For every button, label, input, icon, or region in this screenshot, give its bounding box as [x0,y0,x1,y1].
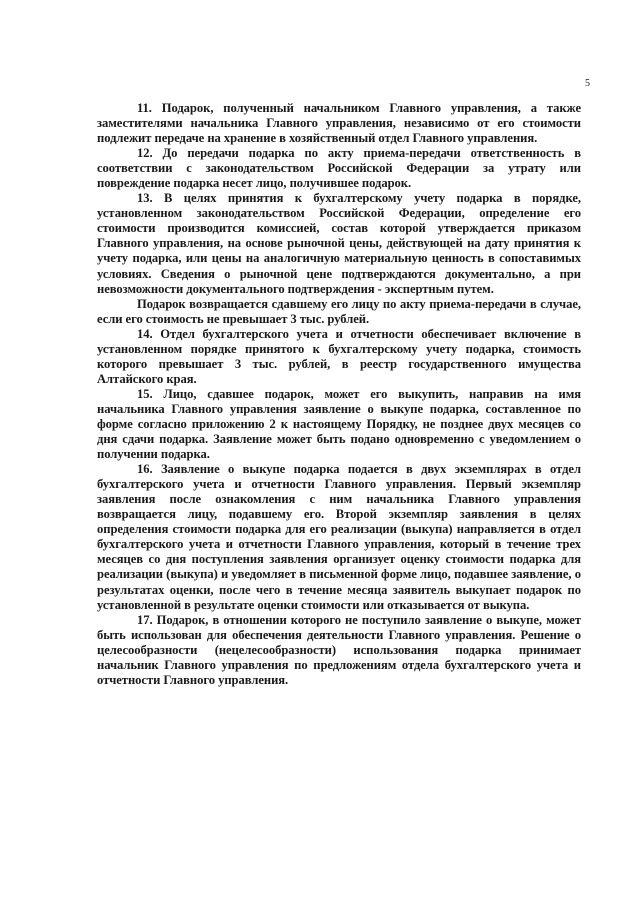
paragraph-16: 16. Заявление о выкупе подарка подается в двух экземплярах в отдел бухгалтерского учета и отчетности Главного управления. Первый экземпляр заявления после ознакомления с ним начальника Главного управления возвращается лицу, подавшему его. Второй экземпляр заявления в целях определения стоимости подарка для его реализации (выкупа) направляется в отдел бухгалтерского учета и отчетности Главного управления, который в течение трех месяцев со дня поступления заявления организует оценку стоимости подарка для реализации (выкупа) и уведомляет в письменной форме лицо, подавшее заявление, о результатах оценки, после чего в течение месяца заявитель выкупает подарок по установленной в результате оценки стоимости или отказывается от выкупа. [97,462,581,612]
paragraph-15: 15. Лицо, сдавшее подарок, может его выкупить, направив на имя начальника Главного управления заявление о выкупе подарка, составленное по форме согласно приложению 2 к настоящему Порядку, не позднее двух месяцев со дня сдачи подарка. Заявление может быть подано одновременно с уведомлением о получении подарка. [97,386,581,462]
paragraph-14: 14. Отдел бухгалтерского учета и отчетности обеспечивает включение в установленном порядке принятого к бухгалтерскому учету подарка, стоимость которого превышает 3 тыс. рублей, в реестр государственного имущества Алтайского края. [97,326,581,386]
paragraph-13-return: Подарок возвращается сдавшему его лицу по акту приема-передачи в случае, если его стоимость не превышает 3 тыс. рублей. [97,296,581,326]
page-number: 5 [585,78,590,89]
paragraph-13: 13. В целях принятия к бухгалтерскому учету подарка в порядке, установленном законодательством Российской Федерации, определение его стоимости производится комиссией, состав которой утверждается приказом Главного управления, на основе рыночной цены, действующей на дату принятия к учету подарка, или цены на аналогичную материальную ценность в сопоставимых условиях. Сведения о рыночной цене подтверждаются документально, а при невозможности документального подтверждения - экспертным путем. [97,191,581,296]
document-body [97,101,581,688]
paragraph-12: 12. До передачи подарка по акту приема-передачи ответственность в соответствии с законодательством Российской Федерации за утрату или повреждение подарка несет лицо, получившее подарок. [97,146,581,191]
paragraph-17: 17. Подарок, в отношении которого не поступило заявление о выкупе, может быть использован для обеспечения деятельности Главного управления. Решение о целесообразности (нецелесообразности) использования подарка принимает начальник Главного управления по предложениям отдела бухгалтерского учета и отчетности Главного управления. [97,612,581,687]
paragraph-11: 11. Подарок, полученный начальником Главного управления, а также заместителями начальника Главного управления, независимо от его стоимости подлежит передаче на хранение в хозяйственный отдел Главного управления. [97,101,581,146]
